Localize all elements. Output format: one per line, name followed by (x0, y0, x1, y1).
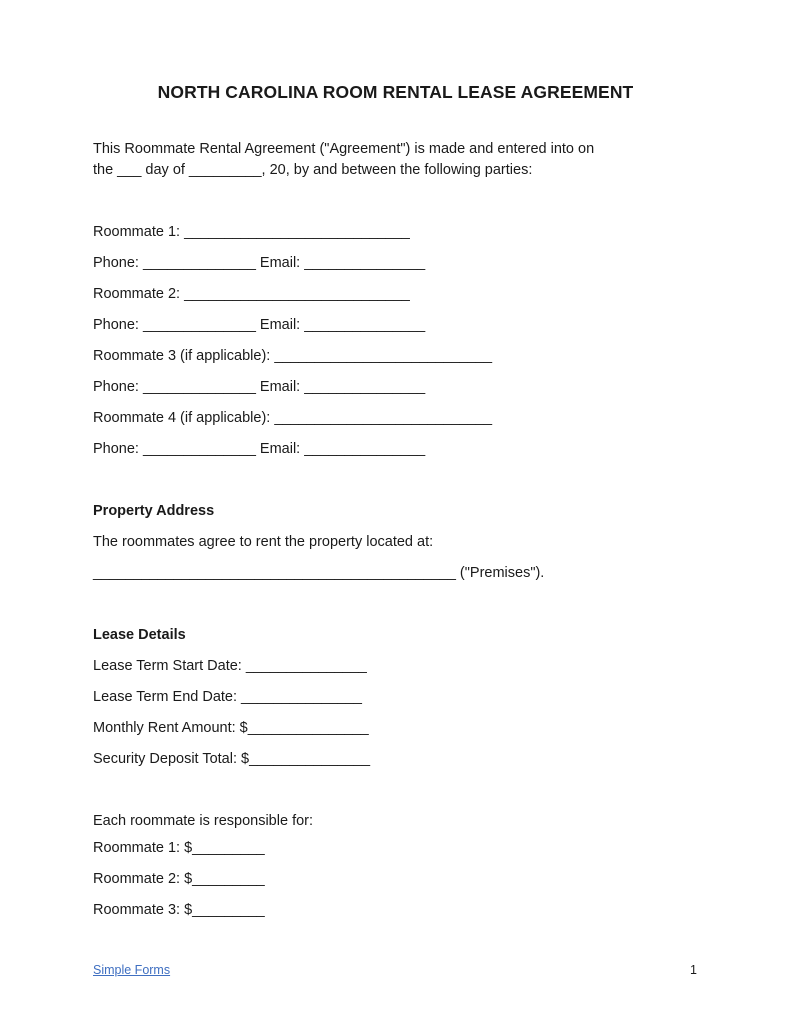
premises-blank-line: _____________________________________________ ("Premises"). (93, 565, 545, 581)
roommate-2-line: Roommate 2: ____________________________ (93, 286, 410, 302)
roommate-2-share-line: Roommate 2: $_________ (93, 871, 265, 887)
document-title: NORTH CAROLINA ROOM RENTAL LEASE AGREEMENT (157, 82, 634, 102)
roommate-4-contact-line: Phone: ______________ Email: _______________ (93, 441, 426, 457)
lease-start-date-line: Lease Term Start Date: _______________ (93, 658, 367, 674)
intro-line-1: This Roommate Rental Agreement ("Agreement") is made and entered into on (93, 141, 595, 157)
property-intro-text: The roommates agree to rent the property located at: (93, 534, 434, 550)
roommate-3-line: Roommate 3 (if applicable): ___________________________ (93, 348, 493, 364)
monthly-rent-line: Monthly Rent Amount: $_______________ (93, 720, 369, 736)
lease-end-date-line: Lease Term End Date: _______________ (93, 689, 363, 705)
roommate-1-line: Roommate 1: ____________________________ (93, 224, 410, 240)
property-address-heading: Property Address (93, 503, 215, 519)
roommate-4-line: Roommate 4 (if applicable): ___________________________ (93, 410, 493, 426)
roommate-2-contact-line: Phone: ______________ Email: _______________ (93, 317, 426, 333)
responsibility-intro: Each roommate is responsible for: (93, 813, 314, 829)
lease-details-heading: Lease Details (93, 627, 186, 643)
footer-simple-forms-link[interactable]: Simple Forms (93, 963, 171, 977)
page-number: 1 (690, 963, 697, 977)
security-deposit-line: Security Deposit Total: $_______________ (93, 751, 371, 767)
roommate-3-share-line: Roommate 3: $_________ (93, 902, 265, 918)
roommate-1-contact-line: Phone: ______________ Email: _______________ (93, 255, 426, 271)
intro-line-2: the ___ day of _________, 20, by and between the following parties: (93, 162, 533, 178)
roommate-3-contact-line: Phone: ______________ Email: _______________ (93, 379, 426, 395)
roommate-1-share-line: Roommate 1: $_________ (93, 840, 265, 856)
